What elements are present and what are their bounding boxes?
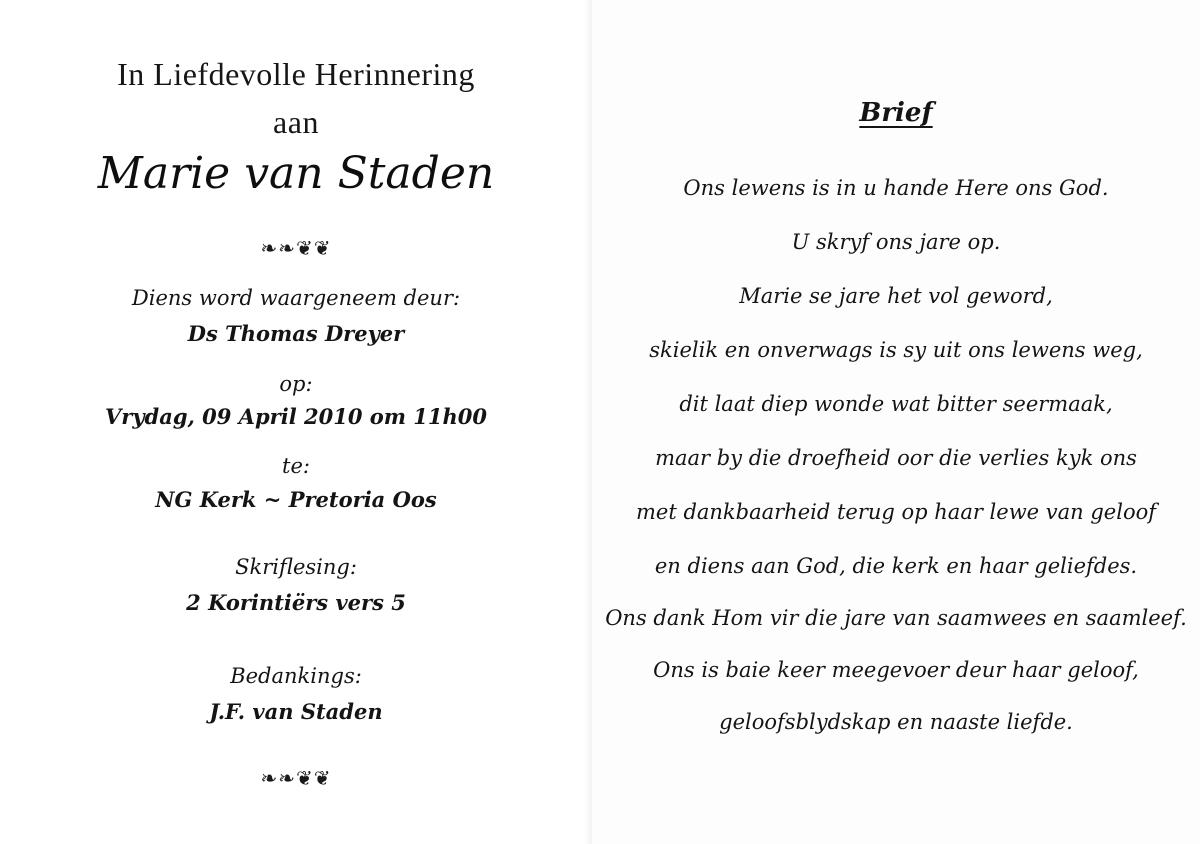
- date-label: op:: [279, 372, 313, 396]
- date-value: Vrydag, 09 April 2010 om 11h00: [104, 404, 487, 429]
- poem-line: skielik en onverwags is sy uit ons lewens weg,: [649, 338, 1143, 362]
- poem-line: dit laat diep wonde wat bitter seermaak,: [679, 392, 1113, 416]
- poem-line: en diens aan God, die kerk en haar geliefdes.: [654, 554, 1138, 578]
- right-page: [592, 0, 1200, 844]
- service-label: Diens word waargeneem deur:: [131, 286, 461, 310]
- thanks-label: Bedankings:: [230, 664, 362, 688]
- service-value: Ds Thomas Dreyer: [187, 321, 405, 346]
- poem-line: Ons dank Hom vir die jare van saamwees en saamleef.: [605, 606, 1187, 630]
- reading-label: Skriflesing:: [235, 555, 357, 579]
- left-page: [0, 0, 592, 844]
- poem-line: U skryf ons jare op.: [791, 230, 1001, 254]
- deceased-name: Marie van Staden: [97, 148, 495, 199]
- poem-line: Ons is baie keer meegevoer deur haar geloof,: [653, 658, 1139, 682]
- reading-value: 2 Korintiërs vers 5: [186, 590, 406, 615]
- header-line-1: In Liefdevolle Herinnering: [117, 56, 475, 92]
- venue-value: NG Kerk ~ Pretoria Oos: [155, 487, 437, 512]
- poem-line: Ons lewens is in u hande Here ons God.: [683, 176, 1109, 200]
- poem-line: Marie se jare het vol geword,: [739, 284, 1053, 308]
- venue-label: te:: [282, 454, 310, 478]
- header-line-2: aan: [273, 104, 319, 140]
- brief-title: Brief: [859, 98, 933, 128]
- ornament-divider-top: ❧❧❦❦: [260, 236, 332, 260]
- ornament-divider-bottom: ❧❧❦❦: [260, 766, 332, 790]
- poem-line: met dankbaarheid terug op haar lewe van geloof: [635, 500, 1157, 524]
- thanks-value: J.F. van Staden: [209, 699, 383, 724]
- poem-line: maar by die droefheid oor die verlies kyk ons: [655, 446, 1137, 470]
- poem-line: geloofsblydskap en naaste liefde.: [719, 710, 1073, 734]
